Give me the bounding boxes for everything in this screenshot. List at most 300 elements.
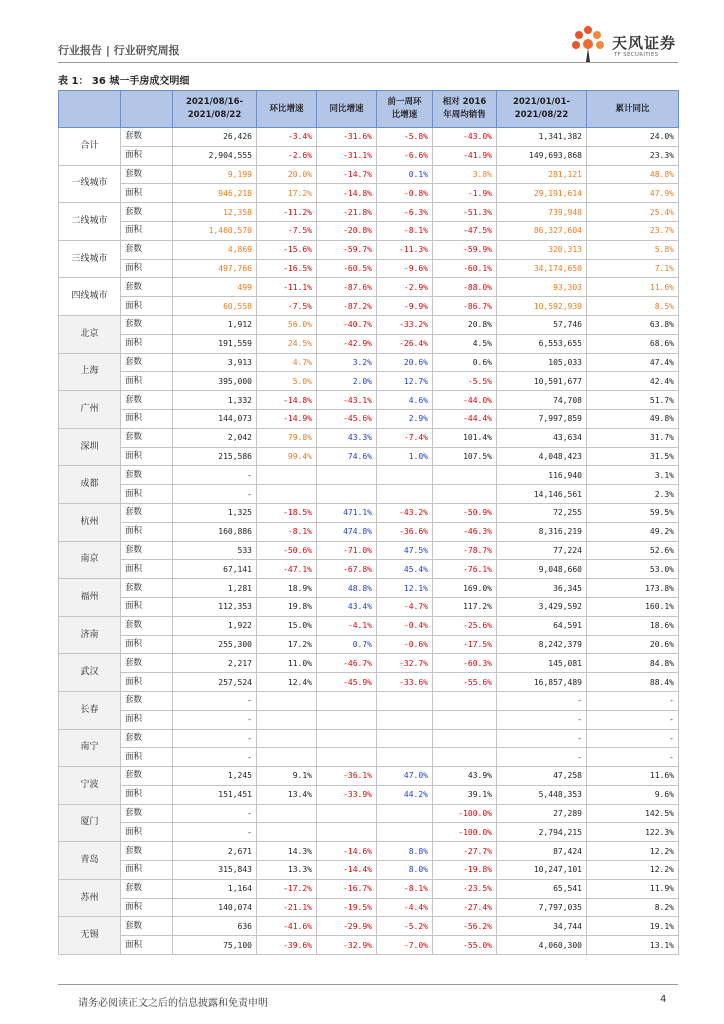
metric-cell: 套数 [121, 240, 173, 259]
brand-flower-icon [568, 24, 608, 64]
value-cell-prev-wow: 12.7% [377, 372, 433, 391]
value-cell-ytd: 14,146,561 [497, 485, 587, 504]
value-cell-prev-wow: 12.1% [377, 579, 433, 598]
value-cell-week: 1,912 [173, 315, 257, 334]
value-cell-wow: -11.1% [257, 278, 317, 297]
value-cell-week: 4,869 [173, 240, 257, 259]
value-cell-prev-wow [377, 710, 433, 729]
col-header-yoy: 同比增速 [317, 91, 377, 128]
metric-cell: 面积 [121, 184, 173, 203]
value-cell-vs2016: -27.4% [433, 898, 497, 917]
city-cell: 福州 [59, 579, 121, 617]
value-cell-wow: 5.0% [257, 372, 317, 391]
value-cell-ytd: 87,424 [497, 842, 587, 861]
value-cell-week: 160,886 [173, 522, 257, 541]
metric-cell: 面积 [121, 146, 173, 165]
value-cell-yoy: -43.1% [317, 391, 377, 410]
value-cell-week: 2,042 [173, 428, 257, 447]
value-cell-vs2016: -5.5% [433, 372, 497, 391]
metric-cell: 套数 [121, 128, 173, 147]
value-cell-prev-wow: -32.7% [377, 654, 433, 673]
metric-cell: 面积 [121, 748, 173, 767]
table-row [59, 372, 679, 391]
table-row [59, 240, 679, 259]
value-cell-vs2016: 43.9% [433, 767, 497, 786]
value-cell-prev-wow: -8.1% [377, 879, 433, 898]
value-cell-yoy: -21.8% [317, 203, 377, 222]
table-row [59, 221, 679, 240]
value-cell-prev-wow: -9.6% [377, 259, 433, 278]
value-cell-ytd-yoy: 142.5% [587, 804, 679, 823]
table-row [59, 297, 679, 316]
value-cell-yoy: -33.9% [317, 785, 377, 804]
table-row [59, 597, 679, 616]
value-cell-week: - [173, 729, 257, 748]
value-cell-prev-wow: -6.6% [377, 146, 433, 165]
city-cell: 苏州 [59, 879, 121, 917]
value-cell-ytd-yoy: 8.2% [587, 898, 679, 917]
value-cell-week: 395,000 [173, 372, 257, 391]
value-cell-prev-wow: 1.0% [377, 447, 433, 466]
value-cell-ytd: 93,303 [497, 278, 587, 297]
value-cell-prev-wow: -8.1% [377, 221, 433, 240]
value-cell-yoy: -14.4% [317, 861, 377, 880]
value-cell-prev-wow: 47.5% [377, 541, 433, 560]
value-cell-wow: -7.5% [257, 221, 317, 240]
value-cell-vs2016: -44.4% [433, 409, 497, 428]
value-cell-yoy: 2.0% [317, 372, 377, 391]
value-cell-prev-wow: -0.4% [377, 616, 433, 635]
city-cell: 南京 [59, 541, 121, 579]
value-cell-prev-wow: -2.9% [377, 278, 433, 297]
value-cell-yoy: -87.6% [317, 278, 377, 297]
value-cell-week: - [173, 466, 257, 485]
value-cell-yoy: -59.7% [317, 240, 377, 259]
value-cell-week: - [173, 710, 257, 729]
value-cell-wow [257, 691, 317, 710]
table-row [59, 804, 679, 823]
value-cell-vs2016: -55.6% [433, 673, 497, 692]
value-cell-vs2016: -25.6% [433, 616, 497, 635]
metric-cell: 面积 [121, 334, 173, 353]
value-cell-wow: 12.4% [257, 673, 317, 692]
value-cell-prev-wow: -6.3% [377, 203, 433, 222]
table-body [59, 128, 679, 955]
value-cell-ytd: 64,591 [497, 616, 587, 635]
value-cell-wow [257, 466, 317, 485]
value-cell-ytd: 74,708 [497, 391, 587, 410]
brand-name-en: TF SECURITIES [614, 52, 659, 58]
value-cell-vs2016: -44.0% [433, 391, 497, 410]
value-cell-ytd-yoy: 13.1% [587, 936, 679, 955]
col-header-ytd: 2021/01/01- 2021/08/22 [497, 91, 587, 128]
value-cell-ytd-yoy: - [587, 748, 679, 767]
value-cell-yoy: -31.1% [317, 146, 377, 165]
value-cell-vs2016: -56.2% [433, 917, 497, 936]
value-cell-ytd-yoy: 59.5% [587, 503, 679, 522]
value-cell-ytd-yoy: 52.6% [587, 541, 679, 560]
value-cell-ytd-yoy: 9.6% [587, 785, 679, 804]
table-row [59, 428, 679, 447]
value-cell-wow: -2.6% [257, 146, 317, 165]
table-row [59, 823, 679, 842]
col-header-week: 2021/08/16- 2021/08/22 [173, 91, 257, 128]
value-cell-ytd-yoy: - [587, 729, 679, 748]
value-cell-vs2016: -43.0% [433, 128, 497, 147]
value-cell-ytd: 86,327,604 [497, 221, 587, 240]
value-cell-prev-wow: 44.2% [377, 785, 433, 804]
value-cell-ytd-yoy: 19.1% [587, 917, 679, 936]
value-cell-prev-wow: -33.2% [377, 315, 433, 334]
value-cell-wow [257, 823, 317, 842]
value-cell-yoy: 48.8% [317, 579, 377, 598]
metric-cell: 面积 [121, 409, 173, 428]
value-cell-ytd: 34,744 [497, 917, 587, 936]
value-cell-prev-wow: -0.8% [377, 184, 433, 203]
value-cell-prev-wow: -11.3% [377, 240, 433, 259]
city-cell: 一线城市 [59, 165, 121, 203]
metric-cell: 面积 [121, 673, 173, 692]
value-cell-vs2016: -100.0% [433, 804, 497, 823]
table-row [59, 409, 679, 428]
value-cell-week: 26,426 [173, 128, 257, 147]
value-cell-wow: 11.0% [257, 654, 317, 673]
value-cell-yoy: 3.2% [317, 353, 377, 372]
metric-cell: 套数 [121, 278, 173, 297]
metric-cell: 套数 [121, 315, 173, 334]
value-cell-week: 497,766 [173, 259, 257, 278]
value-cell-ytd-yoy: - [587, 691, 679, 710]
value-cell-ytd: - [497, 710, 587, 729]
value-cell-wow: 56.0% [257, 315, 317, 334]
value-cell-vs2016 [433, 729, 497, 748]
brand-logo [568, 24, 698, 64]
city-cell: 北京 [59, 315, 121, 353]
metric-cell: 面积 [121, 785, 173, 804]
metric-cell: 套数 [121, 353, 173, 372]
value-cell-week: 75,100 [173, 936, 257, 955]
value-cell-prev-wow: 45.4% [377, 560, 433, 579]
value-cell-yoy: -29.9% [317, 917, 377, 936]
value-cell-week: 2,904,555 [173, 146, 257, 165]
table-row [59, 579, 679, 598]
table-row [59, 898, 679, 917]
value-cell-wow: -39.6% [257, 936, 317, 955]
table-row [59, 541, 679, 560]
city-cell: 三线城市 [59, 240, 121, 278]
value-cell-week: 9,199 [173, 165, 257, 184]
value-cell-vs2016: -60.1% [433, 259, 497, 278]
value-cell-yoy: 474.8% [317, 522, 377, 541]
value-cell-yoy [317, 485, 377, 504]
table-row [59, 334, 679, 353]
table-header [59, 91, 679, 128]
value-cell-ytd: 65,541 [497, 879, 587, 898]
col-header-city [59, 91, 121, 128]
value-cell-ytd: 10,591,677 [497, 372, 587, 391]
value-cell-yoy: -71.0% [317, 541, 377, 560]
metric-cell: 套数 [121, 165, 173, 184]
value-cell-yoy: -46.7% [317, 654, 377, 673]
value-cell-vs2016: -100.0% [433, 823, 497, 842]
value-cell-wow: 19.8% [257, 597, 317, 616]
value-cell-prev-wow: 2.9% [377, 409, 433, 428]
value-cell-prev-wow [377, 823, 433, 842]
value-cell-prev-wow: 8.0% [377, 861, 433, 880]
value-cell-prev-wow: -7.4% [377, 428, 433, 447]
value-cell-week: 636 [173, 917, 257, 936]
value-cell-yoy: -40.7% [317, 315, 377, 334]
city-cell: 二线城市 [59, 203, 121, 241]
value-cell-vs2016 [433, 748, 497, 767]
footer-disclaimer: 请务必阅读正文之后的信息披露和免责申明 [78, 998, 268, 1009]
value-cell-ytd: 105,033 [497, 353, 587, 372]
value-cell-wow: 17.2% [257, 184, 317, 203]
value-cell-ytd: 7,997,859 [497, 409, 587, 428]
city-cell: 厦门 [59, 804, 121, 842]
value-cell-vs2016: 169.0% [433, 579, 497, 598]
top-divider [58, 62, 678, 63]
value-cell-prev-wow: 0.1% [377, 165, 433, 184]
value-cell-vs2016 [433, 691, 497, 710]
value-cell-week: 1,325 [173, 503, 257, 522]
value-cell-ytd: 1,341,382 [497, 128, 587, 147]
value-cell-wow: -17.2% [257, 879, 317, 898]
value-cell-week: - [173, 485, 257, 504]
value-cell-ytd: 16,857,489 [497, 673, 587, 692]
value-cell-week: - [173, 804, 257, 823]
value-cell-ytd: 36,345 [497, 579, 587, 598]
value-cell-vs2016: -19.8% [433, 861, 497, 880]
value-cell-ytd-yoy: - [587, 710, 679, 729]
value-cell-yoy: -4.1% [317, 616, 377, 635]
value-cell-wow: -21.1% [257, 898, 317, 917]
value-cell-ytd: 320,313 [497, 240, 587, 259]
value-cell-yoy [317, 691, 377, 710]
value-cell-ytd-yoy: 11.6% [587, 767, 679, 786]
metric-cell: 面积 [121, 635, 173, 654]
value-cell-ytd-yoy: 47.4% [587, 353, 679, 372]
value-cell-wow: 4.7% [257, 353, 317, 372]
value-cell-ytd-yoy: 63.8% [587, 315, 679, 334]
value-cell-yoy: -67.8% [317, 560, 377, 579]
value-cell-vs2016 [433, 466, 497, 485]
metric-cell: 套数 [121, 466, 173, 485]
value-cell-ytd-yoy: 31.7% [587, 428, 679, 447]
value-cell-yoy: -32.9% [317, 936, 377, 955]
metric-cell: 面积 [121, 898, 173, 917]
value-cell-wow: 20.0% [257, 165, 317, 184]
value-cell-prev-wow [377, 485, 433, 504]
value-cell-ytd-yoy: 11.6% [587, 278, 679, 297]
value-cell-week: 315,843 [173, 861, 257, 880]
value-cell-vs2016: 117.2% [433, 597, 497, 616]
value-cell-prev-wow: -9.9% [377, 297, 433, 316]
value-cell-ytd: 47,258 [497, 767, 587, 786]
value-cell-wow: -41.6% [257, 917, 317, 936]
page-number: 4 [660, 994, 667, 1005]
metric-cell: 面积 [121, 936, 173, 955]
value-cell-week: 191,559 [173, 334, 257, 353]
table-row [59, 936, 679, 955]
table-row [59, 485, 679, 504]
header-row [59, 91, 679, 128]
table-row [59, 729, 679, 748]
value-cell-vs2016: 107.5% [433, 447, 497, 466]
table-row [59, 447, 679, 466]
value-cell-ytd-yoy: 48.8% [587, 165, 679, 184]
value-cell-yoy: -45.9% [317, 673, 377, 692]
value-cell-vs2016: -59.9% [433, 240, 497, 259]
value-cell-week: 112,353 [173, 597, 257, 616]
table-row [59, 879, 679, 898]
table-row [59, 654, 679, 673]
value-cell-vs2016: 3.8% [433, 165, 497, 184]
table-row [59, 710, 679, 729]
value-cell-prev-wow [377, 691, 433, 710]
value-cell-ytd: 10,592,939 [497, 297, 587, 316]
metric-cell: 套数 [121, 879, 173, 898]
value-cell-wow: -7.5% [257, 297, 317, 316]
value-cell-wow: -14.9% [257, 409, 317, 428]
value-cell-ytd: 77,224 [497, 541, 587, 560]
metric-cell: 套数 [121, 203, 173, 222]
value-cell-week: 67,141 [173, 560, 257, 579]
city-cell: 南宁 [59, 729, 121, 767]
table-row [59, 203, 679, 222]
value-cell-wow [257, 485, 317, 504]
metric-cell: 套数 [121, 917, 173, 936]
value-cell-yoy [317, 748, 377, 767]
value-cell-vs2016: -17.5% [433, 635, 497, 654]
value-cell-prev-wow: -0.6% [377, 635, 433, 654]
city-cell: 成都 [59, 466, 121, 504]
value-cell-yoy [317, 729, 377, 748]
value-cell-vs2016: -60.3% [433, 654, 497, 673]
value-cell-yoy [317, 804, 377, 823]
metric-cell: 面积 [121, 823, 173, 842]
value-cell-ytd-yoy: 51.7% [587, 391, 679, 410]
value-cell-wow: 17.2% [257, 635, 317, 654]
value-cell-ytd: 2,794,215 [497, 823, 587, 842]
metric-cell: 面积 [121, 597, 173, 616]
value-cell-yoy: -14.8% [317, 184, 377, 203]
value-cell-ytd-yoy: 18.6% [587, 616, 679, 635]
table-row [59, 861, 679, 880]
metric-cell: 面积 [121, 485, 173, 504]
table-row [59, 466, 679, 485]
value-cell-week: 1,332 [173, 391, 257, 410]
metric-cell: 面积 [121, 560, 173, 579]
metric-cell: 套数 [121, 541, 173, 560]
value-cell-ytd-yoy: 23.3% [587, 146, 679, 165]
table-row [59, 146, 679, 165]
value-cell-ytd: 6,553,655 [497, 334, 587, 353]
value-cell-week: 2,671 [173, 842, 257, 861]
value-cell-wow: 9.1% [257, 767, 317, 786]
value-cell-ytd-yoy: 47.9% [587, 184, 679, 203]
value-cell-ytd: - [497, 691, 587, 710]
value-cell-ytd-yoy: 49.8% [587, 409, 679, 428]
value-cell-wow: 99.4% [257, 447, 317, 466]
value-cell-wow [257, 748, 317, 767]
value-cell-ytd: 34,174,650 [497, 259, 587, 278]
value-cell-ytd-yoy: 24.0% [587, 128, 679, 147]
value-cell-week: 257,524 [173, 673, 257, 692]
value-cell-wow: -14.8% [257, 391, 317, 410]
value-cell-ytd-yoy: 68.6% [587, 334, 679, 353]
value-cell-ytd-yoy: 84.8% [587, 654, 679, 673]
metric-cell: 套数 [121, 503, 173, 522]
value-cell-ytd: 4,048,423 [497, 447, 587, 466]
value-cell-ytd-yoy: 11.9% [587, 879, 679, 898]
metric-cell: 面积 [121, 710, 173, 729]
value-cell-yoy [317, 710, 377, 729]
metric-cell: 面积 [121, 447, 173, 466]
metric-cell: 套数 [121, 804, 173, 823]
value-cell-prev-wow: 8.8% [377, 842, 433, 861]
value-cell-week: 533 [173, 541, 257, 560]
value-cell-prev-wow: 20.6% [377, 353, 433, 372]
value-cell-prev-wow [377, 804, 433, 823]
value-cell-prev-wow: -4.4% [377, 898, 433, 917]
value-cell-yoy: -60.5% [317, 259, 377, 278]
value-cell-vs2016: -86.7% [433, 297, 497, 316]
value-cell-wow: 13.4% [257, 785, 317, 804]
table-row [59, 522, 679, 541]
value-cell-yoy: -14.7% [317, 165, 377, 184]
value-cell-vs2016: -50.9% [433, 503, 497, 522]
value-cell-yoy: -19.5% [317, 898, 377, 917]
table-row [59, 315, 679, 334]
value-cell-ytd: 43,634 [497, 428, 587, 447]
value-cell-week: 12,358 [173, 203, 257, 222]
value-cell-vs2016: 0.6% [433, 353, 497, 372]
table-row [59, 767, 679, 786]
value-cell-wow: -50.6% [257, 541, 317, 560]
value-cell-ytd: 8,242,379 [497, 635, 587, 654]
value-cell-yoy: -16.7% [317, 879, 377, 898]
metric-cell: 套数 [121, 842, 173, 861]
metric-cell: 面积 [121, 221, 173, 240]
value-cell-vs2016: -88.0% [433, 278, 497, 297]
value-cell-wow: 14.3% [257, 842, 317, 861]
value-cell-week: - [173, 823, 257, 842]
value-cell-ytd-yoy: 20.6% [587, 635, 679, 654]
city-cell: 无锡 [59, 917, 121, 955]
value-cell-week: 499 [173, 278, 257, 297]
value-cell-vs2016: 4.5% [433, 334, 497, 353]
value-cell-week: 1,245 [173, 767, 257, 786]
value-cell-week: 2,217 [173, 654, 257, 673]
value-cell-vs2016: 20.8% [433, 315, 497, 334]
value-cell-ytd: - [497, 729, 587, 748]
value-cell-ytd: 9,048,660 [497, 560, 587, 579]
value-cell-vs2016: -55.0% [433, 936, 497, 955]
value-cell-prev-wow: -5.2% [377, 917, 433, 936]
value-cell-wow: 15.0% [257, 616, 317, 635]
col-header-prev-wow: 前一周环 比增速 [377, 91, 433, 128]
value-cell-wow: -8.1% [257, 522, 317, 541]
table-row [59, 842, 679, 861]
col-header-vs2016: 相对 2016 年周均销售 [433, 91, 497, 128]
table-row [59, 635, 679, 654]
value-cell-prev-wow: -43.2% [377, 503, 433, 522]
value-cell-yoy: 74.6% [317, 447, 377, 466]
value-cell-ytd: 149,693,868 [497, 146, 587, 165]
table-row [59, 673, 679, 692]
col-header-ytd-yoy: 累计同比 [587, 91, 679, 128]
